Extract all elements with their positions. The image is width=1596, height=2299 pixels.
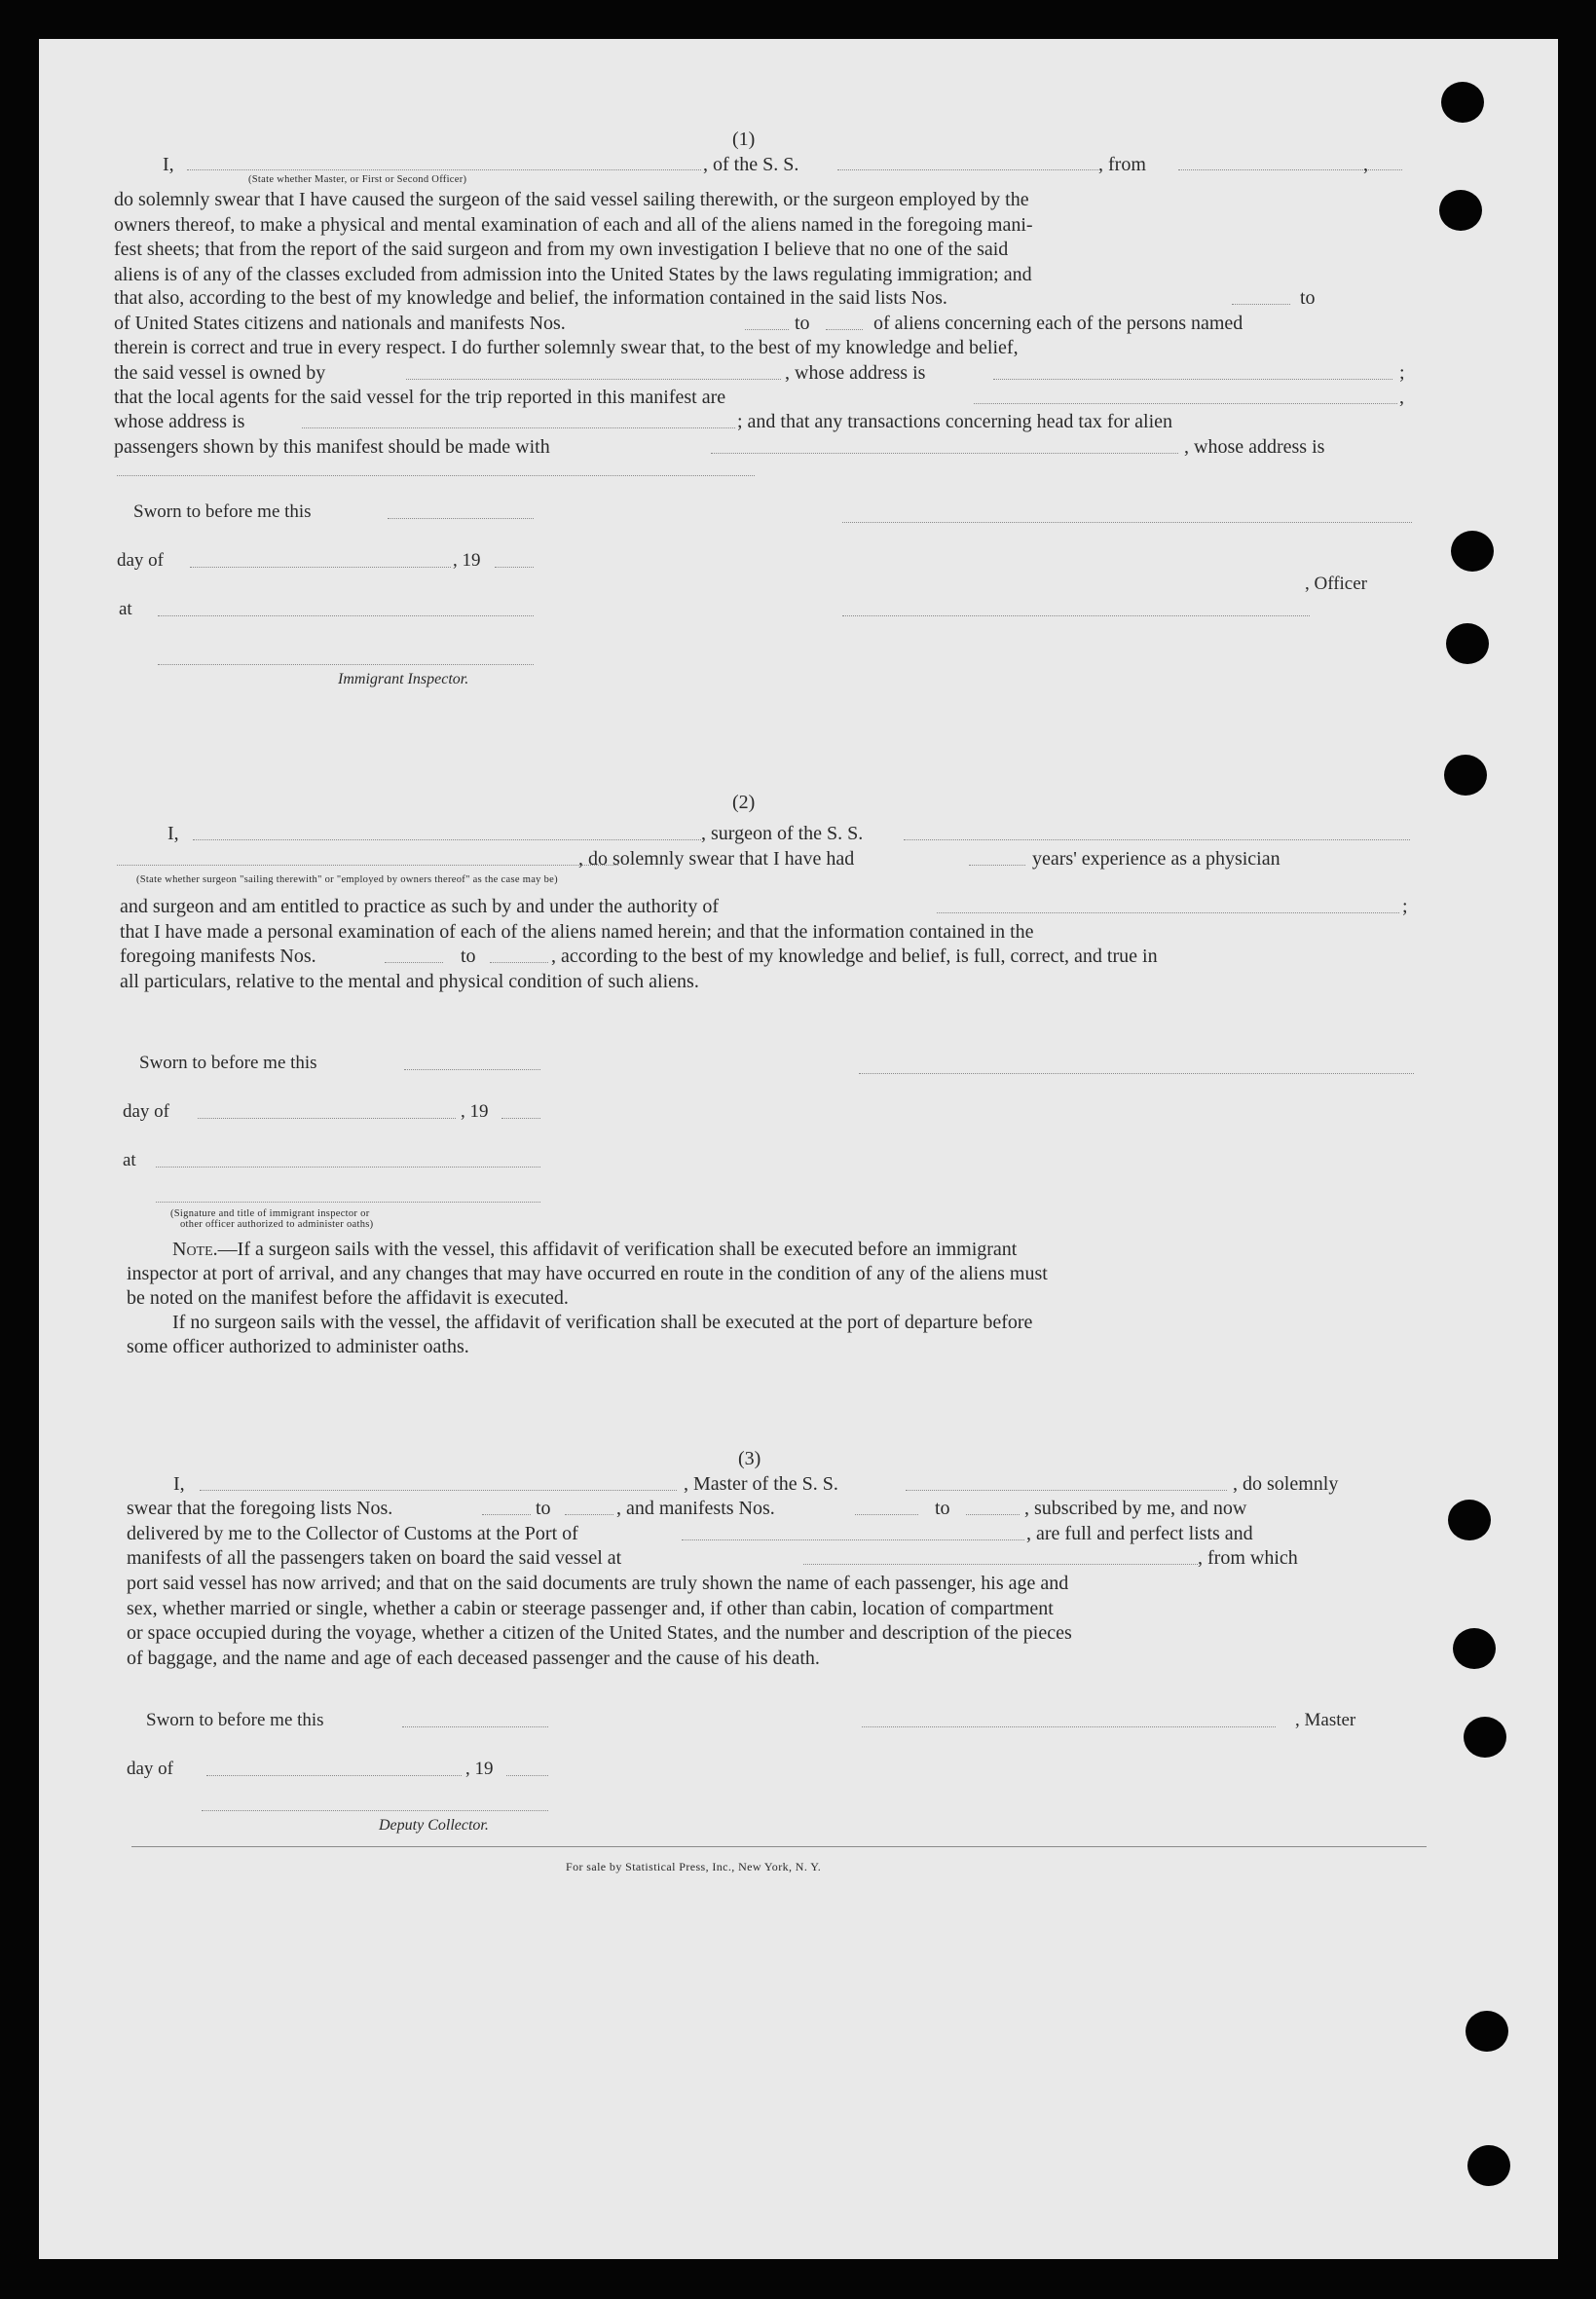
surgeon-status-field[interactable]: [117, 865, 618, 866]
section-1-month-field[interactable]: [190, 567, 451, 568]
inspector-signature-field[interactable]: [158, 664, 534, 665]
section-3-number: (3): [738, 1448, 761, 1469]
publisher-footer: For sale by Statistical Press, Inc., New York, N. Y.: [566, 1860, 822, 1873]
section-3-master: , Master: [1295, 1710, 1356, 1730]
immigrant-inspector-label: Immigrant Inspector.: [338, 671, 469, 687]
punch-hole: [1467, 2145, 1510, 2186]
punch-hole: [1451, 531, 1494, 572]
section-2-number: (2): [732, 792, 756, 813]
section-1-from: , from: [1098, 154, 1146, 175]
form-page: (1) I, (State whether Master, or First or Second Officer) , of the S. S. , from , do solemnly swear that I have caused the surgeon of the said vessel sailing therewith, or the surgeon employed by the owners thereof, to make a physical and mental examination of each and all of the aliens named in the foregoing mani- fest sheets; that from the report of the said surgeon and from my own investigation I believe that no one of the said aliens is of any of the classes excluded from admission into the United States by the laws regulating immigration; and that also, according to the best of my knowledge and belief, the information contained in the said lists Nos. to of United States citizens and nationals and manifests Nos. to of aliens concerning each of the persons named therein is correct and true in every respect. I do further solemnly swear that, to the best of my knowledge and belief, the said vessel is owned by , whose address is ; that the local agents for the said vessel for the trip reported in this manifest are , whose address is ; and that any transactions concerning head tax for alien passengers shown by this manifest should be made with , whose address is Sworn to before me this day of , 19 at , Officer Immigrant Inspector. (2) I, , surgeon of the S. S. , do solemnly swear that I have had years' experience as a physician (State whether surgeon "sailing therewith" or "employed by owners thereof" as the case may be) and surgeon and am entitled to practice as such by and under the authority of ; that I have made a personal examination of each of the aliens named herein; and that the information contained in the foregoing manifests Nos. to , according to the best of my knowledge and belief, is full, correct, and true in all particulars, relative to the mental and physical condition of such aliens. Sworn to before me this day of , 19 at (Signature and title of immigrant inspector or other officer authorized to administer oaths) Note.—If a surgeon sails with the vessel, this affidavit of verification shall be executed before an immigrant inspector at port of arrival, and any changes that may have occurred en route in the condition of any of the aliens must be noted on the manifest before the affidavit is executed. If no surgeon sails with the vessel, the affidavit of verification shall be executed at the port of departure before some officer authorized to administer oaths. (3) I, , Master of the S. S. , do solemnly swear that the foregoing lists Nos. to , and manifests Nos. to , subscribed by me, and now delivered by me to the Collector of Customs at the Port of , are full and perfect lists and manifests of all the passengers taken on board the said vessel at , from which port said vessel has now arrived; and that on the said documents are truly shown the name of each passenger, his age and sex, whether married or single, whether a cabin or steerage passenger and, if other than cabin, location of compartment or space occupied during the voyage, whether a citizen of the United States, and the number and description of the pieces of baggage, and the name and age of each deceased passenger and the cause of his death. Sworn to before me this , Master day of , 19 Deputy Collector. For sale by Statistical Press, Inc., New York, N. Y.: [39, 39, 1558, 2259]
owner-address-field[interactable]: [993, 379, 1392, 380]
section-2-place-field[interactable]: [156, 1167, 540, 1168]
section-2-day-of: day of: [123, 1101, 170, 1122]
section-3-body: port said vessel has now arrived; and that on the said documents are truly shown the name of each passenger, his age and sex, whether married or single, whether a cabin or steerage passenger and, if other than cabin, location of compartment or space occupied during the voyage, whether a citizen of the United States, and the number and description of the pieces of baggage, and the name and age of each deceased passenger and the cause of his death.: [127, 1573, 1072, 1669]
departure-port-field[interactable]: [1178, 169, 1402, 170]
surgeon-signature-field[interactable]: [859, 1073, 1414, 1074]
section-3-year-field[interactable]: [506, 1775, 548, 1776]
section-1-of-ss: , of the S. S.: [703, 154, 799, 175]
section-3-day-of: day of: [127, 1759, 174, 1779]
section-3-sworn-day-field[interactable]: [402, 1726, 548, 1727]
manifest-to-field[interactable]: [826, 329, 863, 330]
section-1-year-field[interactable]: [495, 567, 534, 568]
local-agents-field[interactable]: [974, 403, 1397, 404]
section-2-vessel-field[interactable]: [904, 839, 1410, 840]
section-1-i: I,: [163, 154, 174, 175]
footer-rule: [131, 1846, 1427, 1847]
officer-title-field[interactable]: [842, 615, 1310, 616]
section-3-lists-to-field[interactable]: [565, 1514, 613, 1515]
owner-field[interactable]: [406, 379, 781, 380]
section-3-manifests-from-field[interactable]: [855, 1514, 918, 1515]
section-3-vessel-field[interactable]: [906, 1490, 1227, 1491]
head-tax-agent-field[interactable]: [711, 453, 1178, 454]
section-2-manifest-from-field[interactable]: [385, 962, 443, 963]
section-3-i: I,: [173, 1473, 185, 1495]
section-1-day-of: day of: [117, 550, 165, 571]
years-experience-field[interactable]: [969, 865, 1025, 866]
section-2-year-field[interactable]: [501, 1118, 540, 1119]
section-2-sworn: Sworn to before me this: [139, 1053, 317, 1073]
section-1-state-note: (State whether Master, or First or Second Officer): [248, 174, 467, 185]
authority-field[interactable]: [937, 912, 1399, 913]
section-1-place-field[interactable]: [158, 615, 534, 616]
section-2-sworn-day-field[interactable]: [404, 1069, 540, 1070]
punch-hole: [1444, 755, 1487, 796]
note-label: Note.: [172, 1239, 218, 1260]
section-1-number: (1): [732, 129, 756, 150]
section-3-sworn: Sworn to before me this: [146, 1710, 324, 1730]
deputy-collector-label: Deputy Collector.: [379, 1817, 489, 1834]
section-2-state-note: (State whether surgeon "sailing therewith" or "employed by owners thereof" as the case may be): [136, 874, 558, 885]
section-1-sworn-day-field[interactable]: [388, 518, 534, 519]
punch-hole: [1448, 1500, 1491, 1540]
head-tax-agent-address-field[interactable]: [117, 475, 755, 476]
section-2-i: I,: [167, 823, 179, 844]
vessel-name-field[interactable]: [837, 169, 1098, 170]
surgeon-name-field[interactable]: [193, 839, 701, 840]
section-1-sworn: Sworn to before me this: [133, 501, 312, 522]
section-2-manifest-to-field[interactable]: [490, 962, 548, 963]
note-block: Note.—If a surgeon sails with the vessel, this affidavit of verification shall be executed before an immigrant: [172, 1239, 1018, 1260]
section-3-manifests-to-field[interactable]: [966, 1514, 1020, 1515]
officer-signature-field[interactable]: [842, 522, 1412, 523]
punch-hole: [1453, 1628, 1496, 1669]
section-2-inspector-signature-field[interactable]: [156, 1202, 540, 1203]
section-2-month-field[interactable]: [198, 1118, 456, 1119]
officer-name-field[interactable]: [187, 169, 701, 170]
section-2-at: at: [123, 1150, 136, 1170]
master-name-field[interactable]: [200, 1490, 677, 1491]
punch-hole: [1439, 190, 1482, 231]
master-signature-field[interactable]: [862, 1726, 1276, 1727]
manifest-from-field[interactable]: [745, 329, 789, 330]
punch-hole: [1441, 82, 1484, 123]
section-1-at: at: [119, 599, 132, 619]
punch-hole: [1446, 623, 1489, 664]
section-1-officer: , Officer: [1305, 574, 1368, 594]
citizen-lists-from-field[interactable]: [1232, 304, 1290, 305]
section-3-month-field[interactable]: [206, 1775, 462, 1776]
collector-port-field[interactable]: [682, 1539, 1024, 1540]
embarkation-port-field[interactable]: [803, 1564, 1198, 1565]
deputy-collector-signature-field[interactable]: [202, 1810, 548, 1811]
agents-address-field[interactable]: [302, 427, 735, 428]
punch-hole: [1466, 2011, 1508, 2052]
section-1-body: do solemnly swear that I have caused the surgeon of the said vessel sailing therewith, or the surgeon employed by the owners thereof, to make a physical and mental examination of each and all of the aliens named in the foregoing mani- fest sheets; that from the report of the said surgeon and from my own investigation I believe that no one of the said aliens is of any of the classes excluded from admission into the United States by the laws regulating immigration; and: [114, 189, 1033, 285]
section-3-lists-from-field[interactable]: [482, 1514, 531, 1515]
punch-hole: [1464, 1717, 1506, 1758]
